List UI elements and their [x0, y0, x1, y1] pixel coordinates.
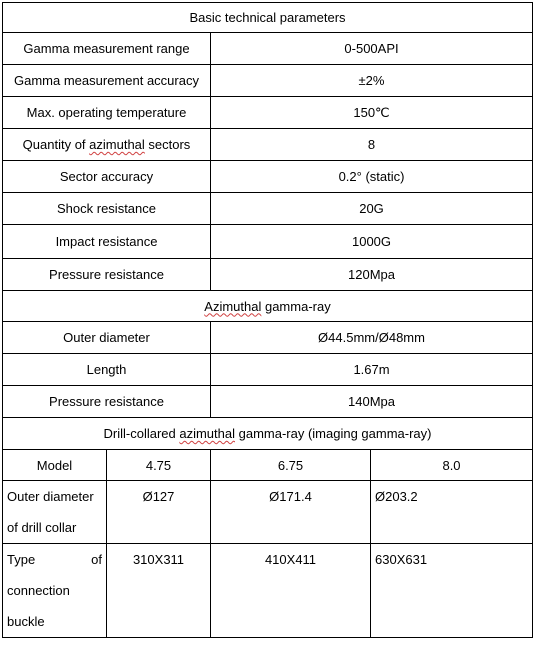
section-header-azimuthal [3, 291, 533, 322]
param-value: 310X311 [107, 544, 211, 638]
model-label: Model [3, 450, 107, 481]
param-value: 20G [211, 193, 533, 225]
section-header-basic [3, 3, 533, 33]
model-col-2: 6.75 [211, 450, 371, 481]
table-row [3, 97, 533, 129]
param-value: 0-500API [211, 33, 533, 65]
label-part-underlined: azimuthal [89, 137, 145, 152]
param-value: 8 [211, 129, 533, 161]
table-row-connection-buckle [3, 544, 533, 638]
label-line: connection [7, 583, 70, 598]
table-row [3, 33, 533, 65]
title-part-underlined: Azimuthal [204, 298, 262, 314]
section-header-drill-collared [3, 418, 533, 450]
param-value: ±2% [211, 65, 533, 97]
param-value: 120Mpa [211, 259, 533, 291]
param-label: Pressure resistance [3, 259, 211, 291]
model-col-3: 8.0 [371, 450, 533, 481]
param-value: 410X411 [211, 544, 371, 638]
table-row [3, 225, 533, 259]
param-label: Pressure resistance [3, 386, 211, 418]
table-row [3, 193, 533, 225]
param-label: Sector accuracy [3, 161, 211, 193]
param-value: 1000G [211, 225, 533, 259]
label-line [7, 544, 102, 575]
param-label: Length [3, 354, 211, 386]
technical-parameters-table [2, 2, 533, 638]
label-word: Type [7, 552, 36, 567]
param-label [3, 129, 211, 161]
param-value: 140Mpa [211, 386, 533, 418]
label-line: of drill collar [7, 520, 77, 535]
param-label: Impact resistance [3, 225, 211, 259]
param-label [3, 544, 107, 638]
label-line: Outer diameter [7, 489, 94, 504]
label-part: sectors [144, 137, 191, 152]
param-value: Ø203.2 [371, 481, 533, 544]
table-row [3, 354, 533, 386]
param-label: Gamma measurement range [3, 33, 211, 65]
title-part-underlined: azimuthal [179, 426, 235, 441]
table-row [3, 386, 533, 418]
title-part: Drill-collared [103, 426, 180, 441]
section-title-azimuthal [3, 291, 533, 322]
table-row [3, 65, 533, 97]
param-value: 1.67m [211, 354, 533, 386]
label-part: Quantity of [22, 137, 90, 152]
section-title-drill-collared [3, 418, 533, 450]
table-row [3, 129, 533, 161]
table-row [3, 161, 533, 193]
label-word: of [91, 552, 102, 567]
param-value: 150℃ [211, 97, 533, 129]
param-value: Ø44.5mm/Ø48mm [211, 322, 533, 354]
table-row-outer-diameter [3, 481, 533, 544]
param-label: Gamma measurement accuracy [3, 65, 211, 97]
param-label: Max. operating temperature [3, 97, 211, 129]
param-label: Shock resistance [3, 193, 211, 225]
model-col-1: 4.75 [107, 450, 211, 481]
param-label: Outer diameter [3, 322, 211, 354]
table-row [3, 322, 533, 354]
param-value: Ø171.4 [211, 481, 371, 544]
model-header-row [3, 450, 533, 481]
param-value: Ø127 [107, 481, 211, 544]
param-value: 0.2° (static) [211, 161, 533, 193]
title-part: gamma-ray (imaging gamma-ray) [235, 426, 432, 441]
table-row [3, 259, 533, 291]
title-part: gamma-ray [261, 298, 331, 314]
param-label [3, 481, 107, 544]
param-value: 630X631 [371, 544, 533, 638]
label-line: buckle [7, 614, 45, 629]
section-title-basic: Basic technical parameters [3, 3, 533, 33]
